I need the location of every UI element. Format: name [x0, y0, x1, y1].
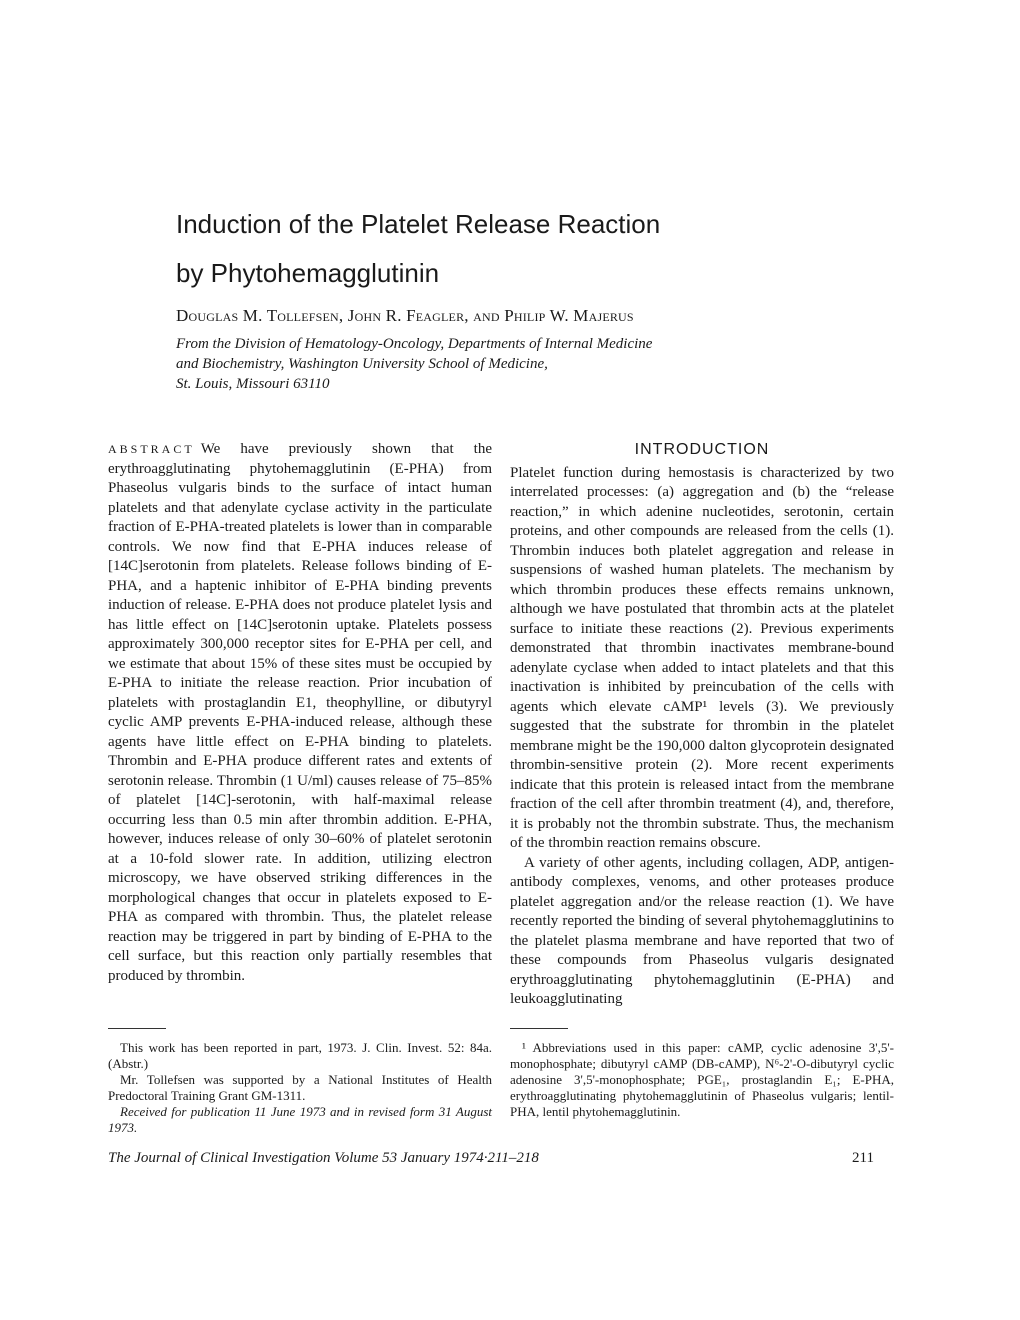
introduction-paragraph-2: A variety of other agents, including collagen, ADP, antigen-antibody complexes, venoms, and other proteases produce platelet aggregation and/or the release reaction (1). We have recently reported the binding of several phytohemagglutinins to the platelet plasma membrane and have reported that two of these compounds from Phaseolus vulgaris designated erythroagglutinating phytohemagglutinin (E-PHA) and leukoagglutinating — [510, 854, 894, 1007]
title-line-2: by Phytohemagglutinin — [176, 258, 440, 288]
footnote-support: Mr. Tollefsen was supported by a National Institutes of Health Predoctoral Training Grant GM-1311. — [108, 1072, 492, 1103]
article-title — [176, 200, 776, 298]
abstract-paragraph — [108, 440, 492, 986]
footnotes-left — [108, 1040, 492, 1136]
abstract — [108, 440, 492, 986]
abstract-text: We have previously shown that the erythroagglutinating phytohemagglutinin (E-PHA) from Phaseolus vulgaris binds to the surface of intact human platelets and that adenylate cyclase activity in the particulate fraction of E-PHA-treated platelets is lower than in comparable controls. We now find that E-PHA induces release of [14C]serotonin from platelets. Release follows binding of E-PHA, and a haptenic inhibitor of E-PHA binding prevents induction of release. E-PHA does not produce platelet lysis and has little effect on [14C]serotonin uptake. Platelets possess approximately 300,000 receptor sites for E-PHA per cell, and we estimate that about 15% of these sites must be occupied by E-PHA to initiate the release reaction. Prior incubation of platelets with prostaglandin E1, theophylline, or dibutyryl cyclic AMP prevents E-PHA-induced release, although these agents have little effect on E-PHA binding to platelets. Thrombin and E-PHA produce different rates and extents of serotonin release. Thrombin (1 U/ml) causes release of 75–85% of platelet [14C]-serotonin, with half-maximal release occurring less than 0.5 min after thrombin addition. E-PHA, however, induces release of only 30–60% of platelet serotonin at a 10-fold slower rate. In addition, utilizing electron microscopy, we have observed striking differences in the morphological changes that occur in platelets exposed to E-PHA as compared with thrombin. Thus, the platelet release reaction may be triggered in part by binding of E-PHA to the cell surface, but this reaction only partially resembles that produced by thrombin. — [108, 441, 492, 984]
introduction-paragraph-1: Platelet function during hemostasis is characterized by two interrelated processes: (a) aggregation and (b) the “release reaction,” in which adenine nucleotides, serotonin, certain proteins, and other compounds are released from the cells (1). Thrombin induces both platelet aggregation and release in suspensions of washed human platelets. The mechanism by which thrombin produces these effects remains unknown, although we have postulated that thrombin acts at the platelet surface to initiate these reactions (2). Previous experiments demonstrated that thrombin inactivates membrane-bound adenylate cyclase when added to intact platelets and that this inactivation is inhibited by preincubation of the cells with agents which elevate cAMP¹ levels (3). We previously suggested that the substrate for thrombin in the platelet membrane might be the 190,000 dalton glycoprotein designated thrombin-sensitive protein (2). More recent experiments indicate that this protein is released intact from the membrane fraction of the cell after thrombin treatment (4), and, therefore, it is probably not the thrombin substrate. Thus, the mechanism of the thrombin reaction remains obscure. — [510, 464, 894, 851]
footnote-divider-right — [510, 1028, 568, 1029]
title-line-1: Induction of the Platelet Release Reaction — [176, 209, 661, 239]
footnotes-right — [510, 1040, 894, 1120]
affiliation — [176, 334, 796, 394]
introduction-section — [510, 440, 894, 1010]
page-number: 211 — [852, 1150, 874, 1166]
footnote-received: Received for publication 11 June 1973 and in revised form 31 August 1973. — [108, 1104, 492, 1135]
affiliation-line-2: and Biochemistry, Washington University School of Medicine, — [176, 356, 548, 372]
affiliation-line-1: From the Division of Hematology-Oncology, Departments of Internal Medicine — [176, 336, 653, 352]
footnote-presented: This work has been reported in part, 1973. J. Clin. Invest. 52: 84a. (Abstr.) — [108, 1040, 492, 1071]
affiliation-line-3: St. Louis, Missouri 63110 — [176, 376, 330, 392]
journal-citation: The Journal of Clinical Investigation Volume 53 January 1974·211–218 — [108, 1150, 539, 1166]
abstract-label: ABSTRACT — [108, 442, 195, 456]
footnote-abbreviations: ¹ Abbreviations used in this paper: cAMP, cyclic adenosine 3',5'-monophosphate; dibutyryl cAMP (DB-cAMP), N⁶-2'-O-dibutyryl cyclic adenosine 3',5'-monophosphate; PGE₁, prostaglandin E₁; E-PHA, erythroagglutinating phytohemagglutinin of Phaseolus vulgaris; lentil-PHA, lentil phytohemagglutinin. — [510, 1040, 894, 1119]
footnote-divider-left — [108, 1028, 166, 1029]
introduction-heading: INTRODUCTION — [634, 441, 770, 458]
author-list: Douglas M. Tollefsen, John R. Feagler, and Philip W. Majerus — [176, 306, 634, 325]
